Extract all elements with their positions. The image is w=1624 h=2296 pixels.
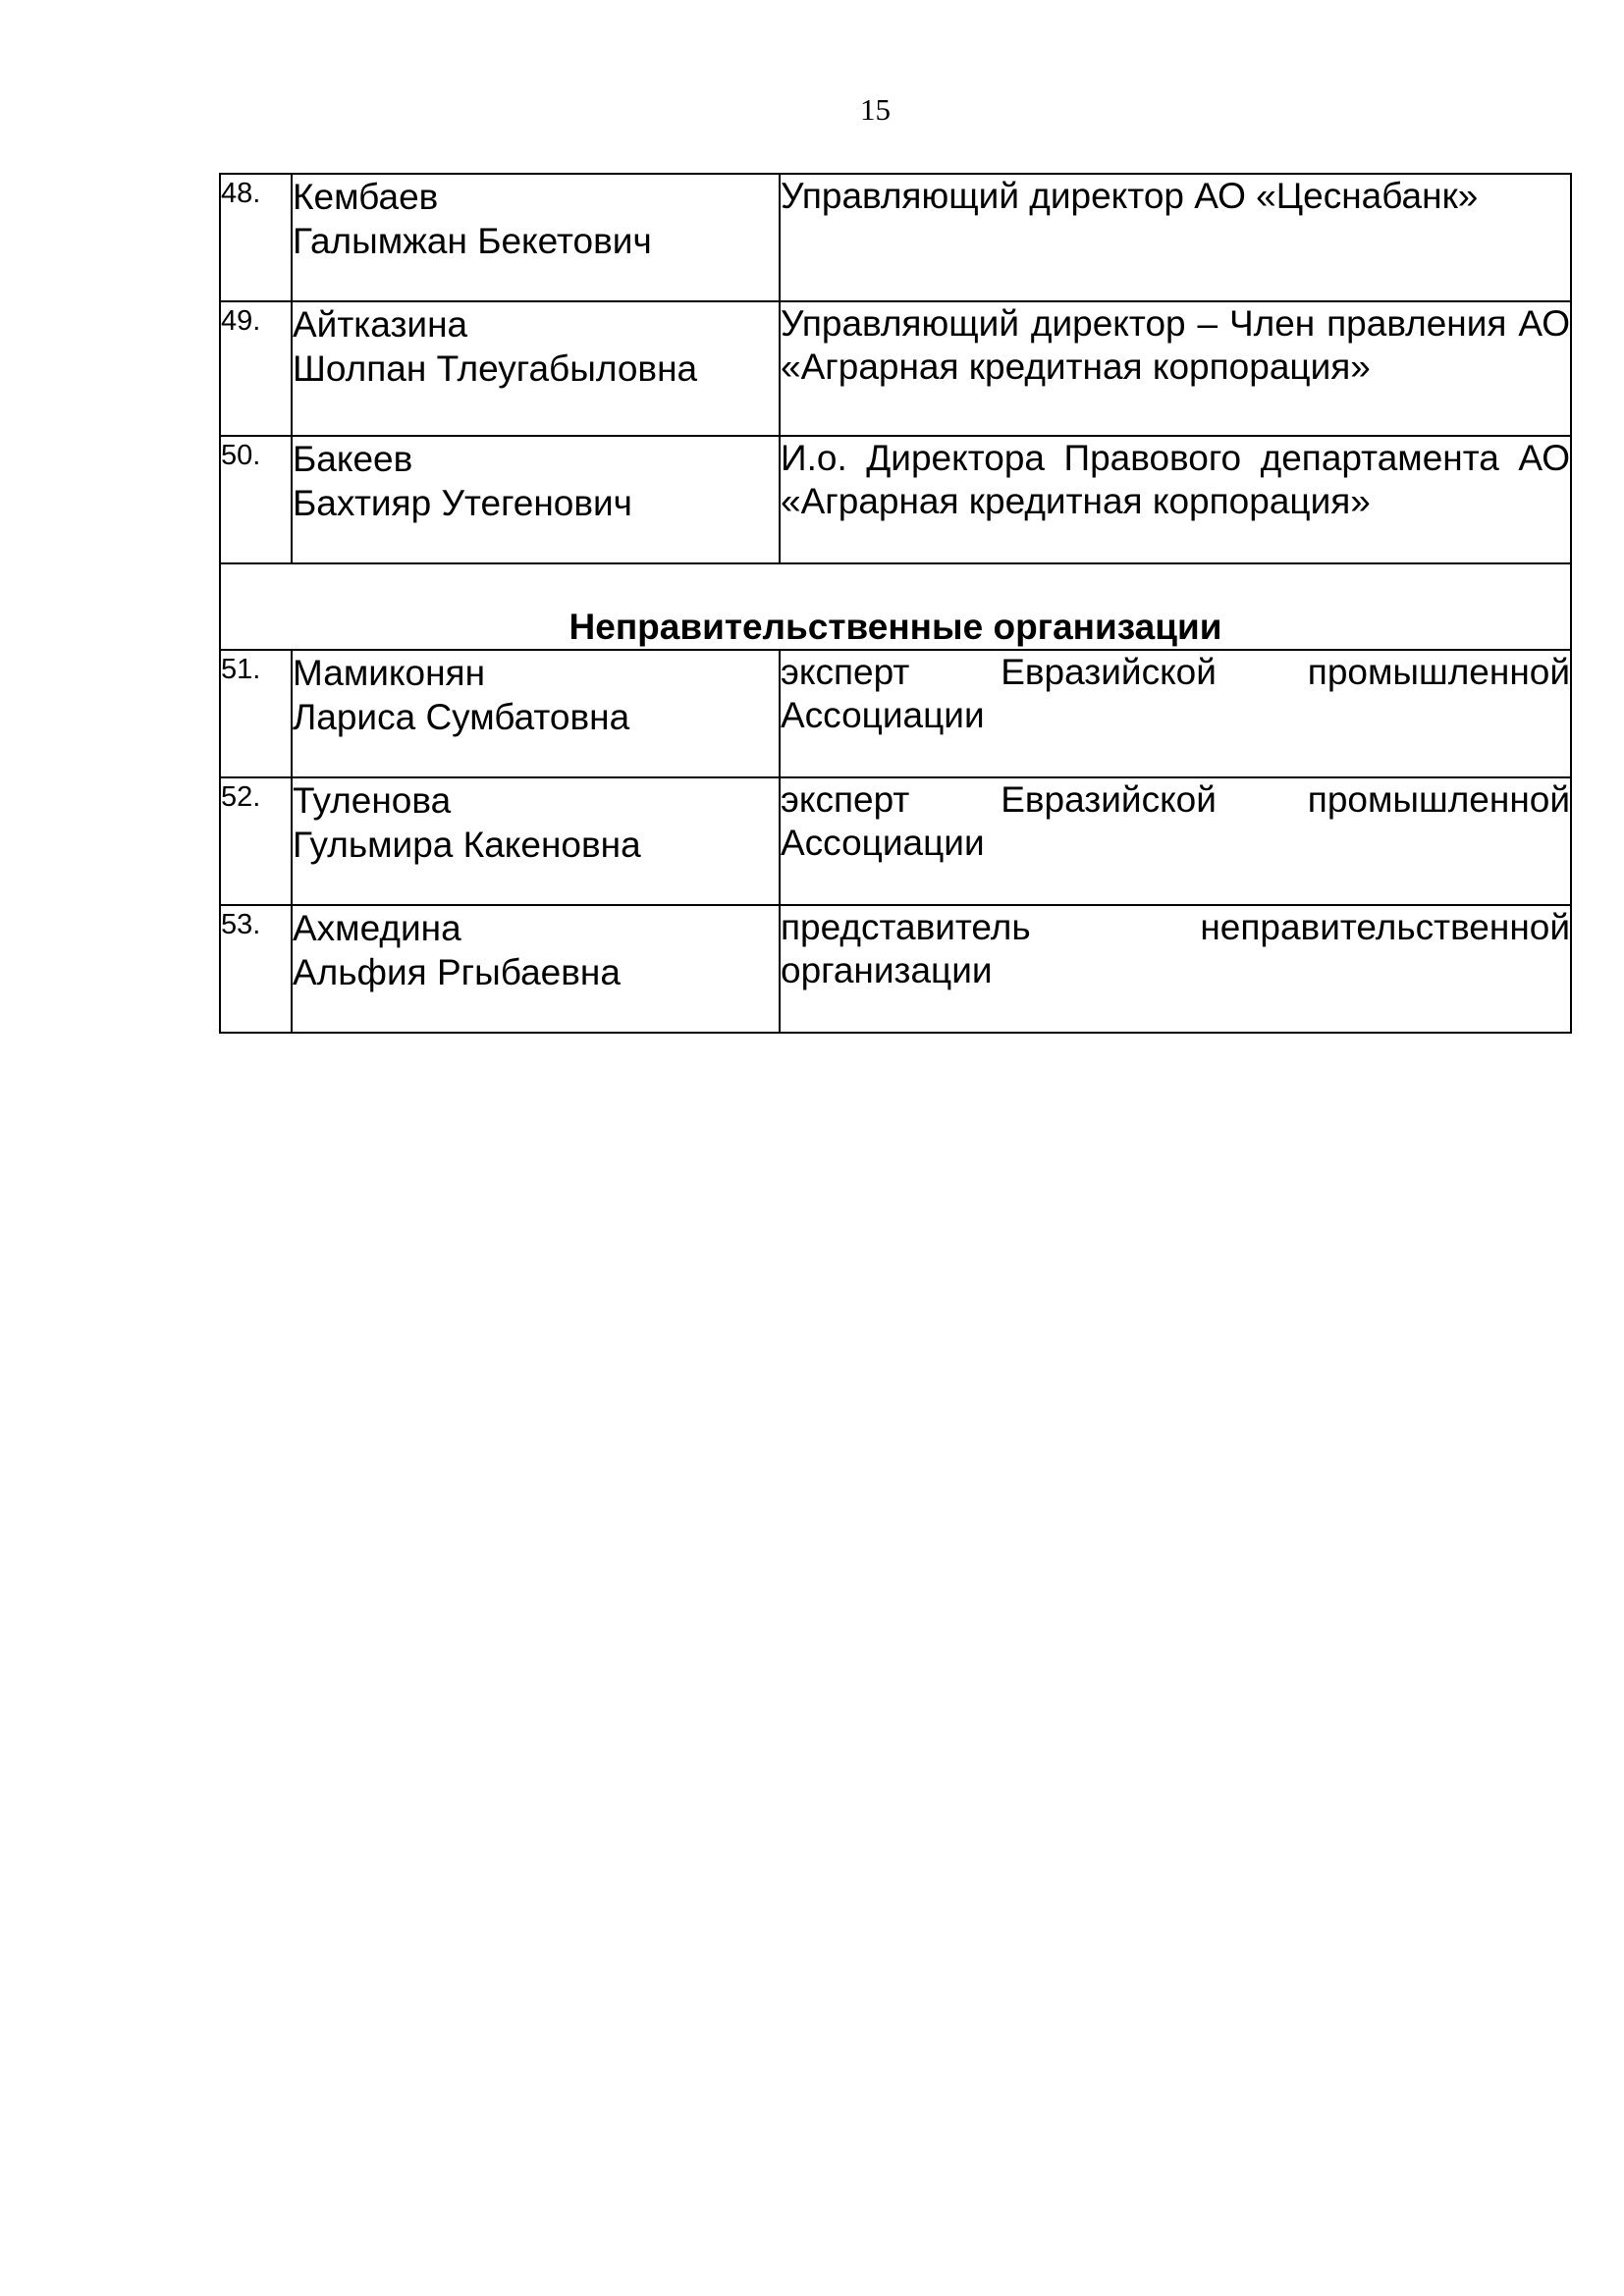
- participant-surname: Мамиконян: [293, 653, 486, 693]
- table-row: [220, 174, 1571, 301]
- participant-given-name: Альфия Ргыбаевна: [293, 952, 621, 992]
- section-row: [220, 563, 1571, 650]
- table-row: [220, 436, 1571, 563]
- participant-position: И.о. Директора Правового департамента АО «Аграрная кредитная корпорация»: [780, 436, 1571, 563]
- participant-surname: Бакеев: [293, 439, 413, 479]
- table-row: [220, 777, 1571, 905]
- table-row: [220, 650, 1571, 777]
- page-number: 15: [860, 92, 891, 127]
- participant-given-name: Галымжан Бекетович: [293, 221, 652, 261]
- row-number: 53.: [220, 905, 292, 1033]
- participant-name: [292, 301, 780, 436]
- participant-position: Управляющий директор – Член правления АО «Аграрная кредитная корпорация»: [780, 301, 1571, 436]
- participant-name: [292, 777, 780, 905]
- table-row: [220, 905, 1571, 1033]
- participant-name: [292, 650, 780, 777]
- participant-surname: Туленова: [293, 780, 452, 821]
- table-row: [220, 301, 1571, 436]
- participant-surname: Айтказина: [293, 304, 468, 345]
- participant-given-name: Бахтияр Утегенович: [293, 483, 632, 523]
- participant-position: эксперт Евразийской промышленной Ассоциации: [780, 777, 1571, 905]
- row-number: 48.: [220, 174, 292, 301]
- participant-given-name: Шолпан Тлеугабыловна: [293, 348, 698, 389]
- participant-surname: Кембаев: [293, 177, 439, 217]
- participants-table: [219, 173, 1572, 1034]
- participant-position: эксперт Евразийской промышленной Ассоциации: [780, 650, 1571, 777]
- participant-surname: Ахмедина: [293, 908, 461, 948]
- participant-name: [292, 905, 780, 1033]
- section-heading: Неправительственные организации: [220, 563, 1571, 650]
- participant-position: представитель неправительственной организации: [780, 905, 1571, 1033]
- row-number: 52.: [220, 777, 292, 905]
- participant-given-name: Лариса Сумбатовна: [293, 697, 630, 737]
- participant-given-name: Гульмира Какеновна: [293, 825, 641, 865]
- participant-name: [292, 436, 780, 563]
- participant-position: Управляющий директор АО «Цеснабанк»: [780, 174, 1571, 301]
- participant-name: [292, 174, 780, 301]
- row-number: 50.: [220, 436, 292, 563]
- row-number: 51.: [220, 650, 292, 777]
- row-number: 49.: [220, 301, 292, 436]
